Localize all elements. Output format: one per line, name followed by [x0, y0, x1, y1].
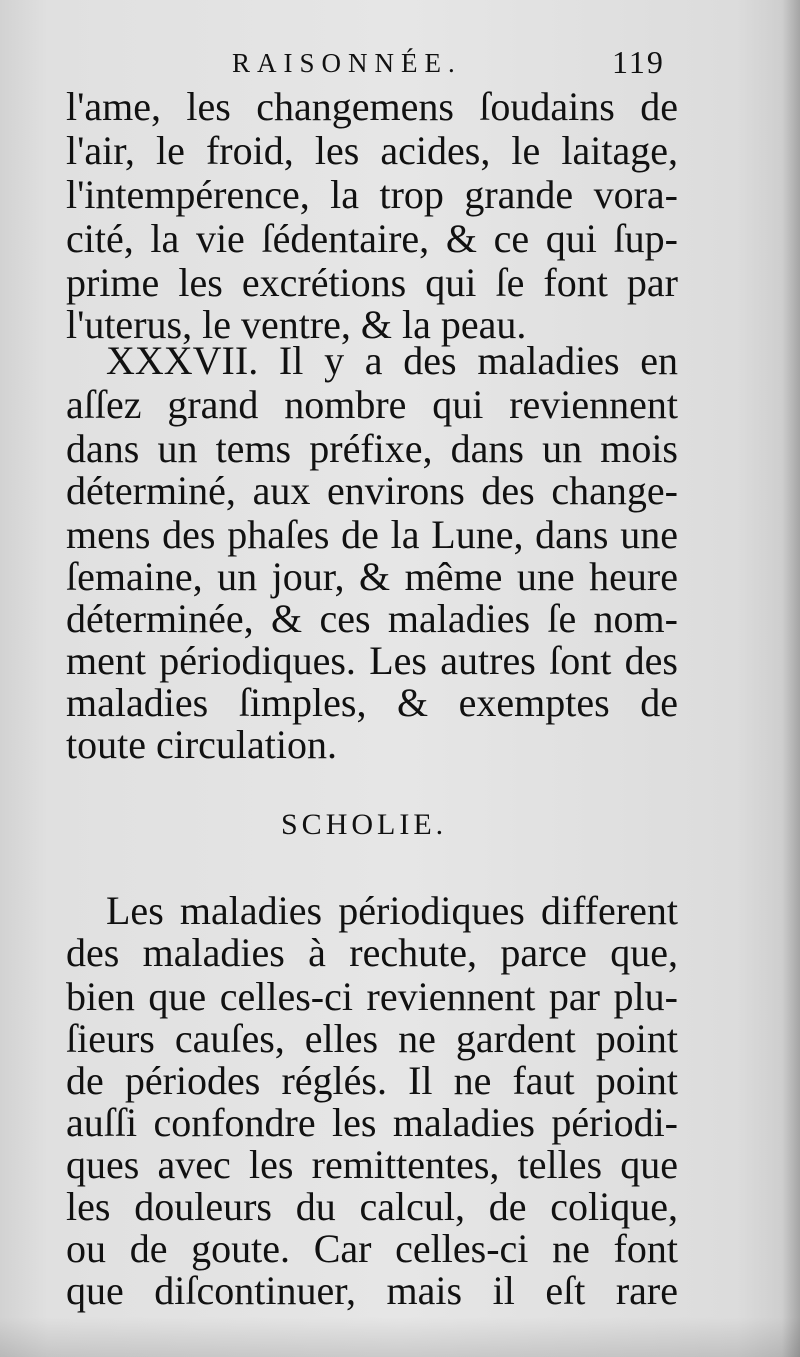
paragraph-first-line: XXXVII. Il y a des maladies en	[106, 338, 678, 383]
text-line: ques avec les remittentes, telles que	[66, 1142, 678, 1187]
text-line: l'uterus, le ventre, & la peau.	[66, 302, 527, 347]
text-line: déterminée, & ces maladies ſe nom-	[66, 596, 678, 641]
text-line: ment périodiques. Les autres ſont des	[66, 638, 678, 683]
text-line: cité, la vie ſédentaire, & ce qui ſup-	[66, 216, 678, 261]
text-line: bien que celles-ci reviennent par plu-	[66, 974, 678, 1019]
page-number: 119	[612, 44, 665, 80]
text-line: maladies ſimples, & exemptes de	[66, 680, 678, 725]
text-line: l'ame, les changemens ſoudains de	[66, 84, 678, 129]
text-line: des maladies à rechute, parce que,	[66, 930, 678, 975]
text-line: mens des phaſes de la Lune, dans une	[66, 512, 678, 557]
text-line: que diſcontinuer, mais il eſt rare	[66, 1268, 678, 1313]
text-line: prime les excrétions qui ſe font par	[66, 260, 678, 305]
text-line: dans un tems préfixe, dans un mois	[66, 426, 678, 471]
text-line: ſieurs cauſes, elles ne gardent point	[66, 1016, 678, 1061]
text-line: ou de goute. Car celles-ci ne font	[66, 1226, 678, 1271]
text-line: toute circulation.	[66, 722, 338, 767]
text-line: de périodes réglés. Il ne faut point	[66, 1058, 678, 1103]
text-line: l'air, le froid, les acides, le laitage,	[66, 128, 678, 173]
text-line: ſemaine, un jour, & même une heure	[66, 554, 678, 599]
running-head: RAISONNÉE.	[232, 48, 462, 78]
text-line: auſſi confondre les maladies périodi-	[66, 1100, 678, 1145]
text-line: déterminé, aux environs des change-	[66, 468, 678, 513]
paragraph-first-line: Les maladies périodiques different	[106, 888, 678, 933]
section-heading: SCHOLIE.	[281, 808, 448, 841]
text-line: aſſez grand nombre qui reviennent	[66, 382, 678, 427]
page-bottom-shadow	[0, 1317, 800, 1357]
page-edge-shadow	[782, 0, 800, 1357]
text-line: les douleurs du calcul, de colique,	[66, 1184, 678, 1229]
text-line: l'intempérence, la trop grande vora-	[66, 172, 678, 217]
